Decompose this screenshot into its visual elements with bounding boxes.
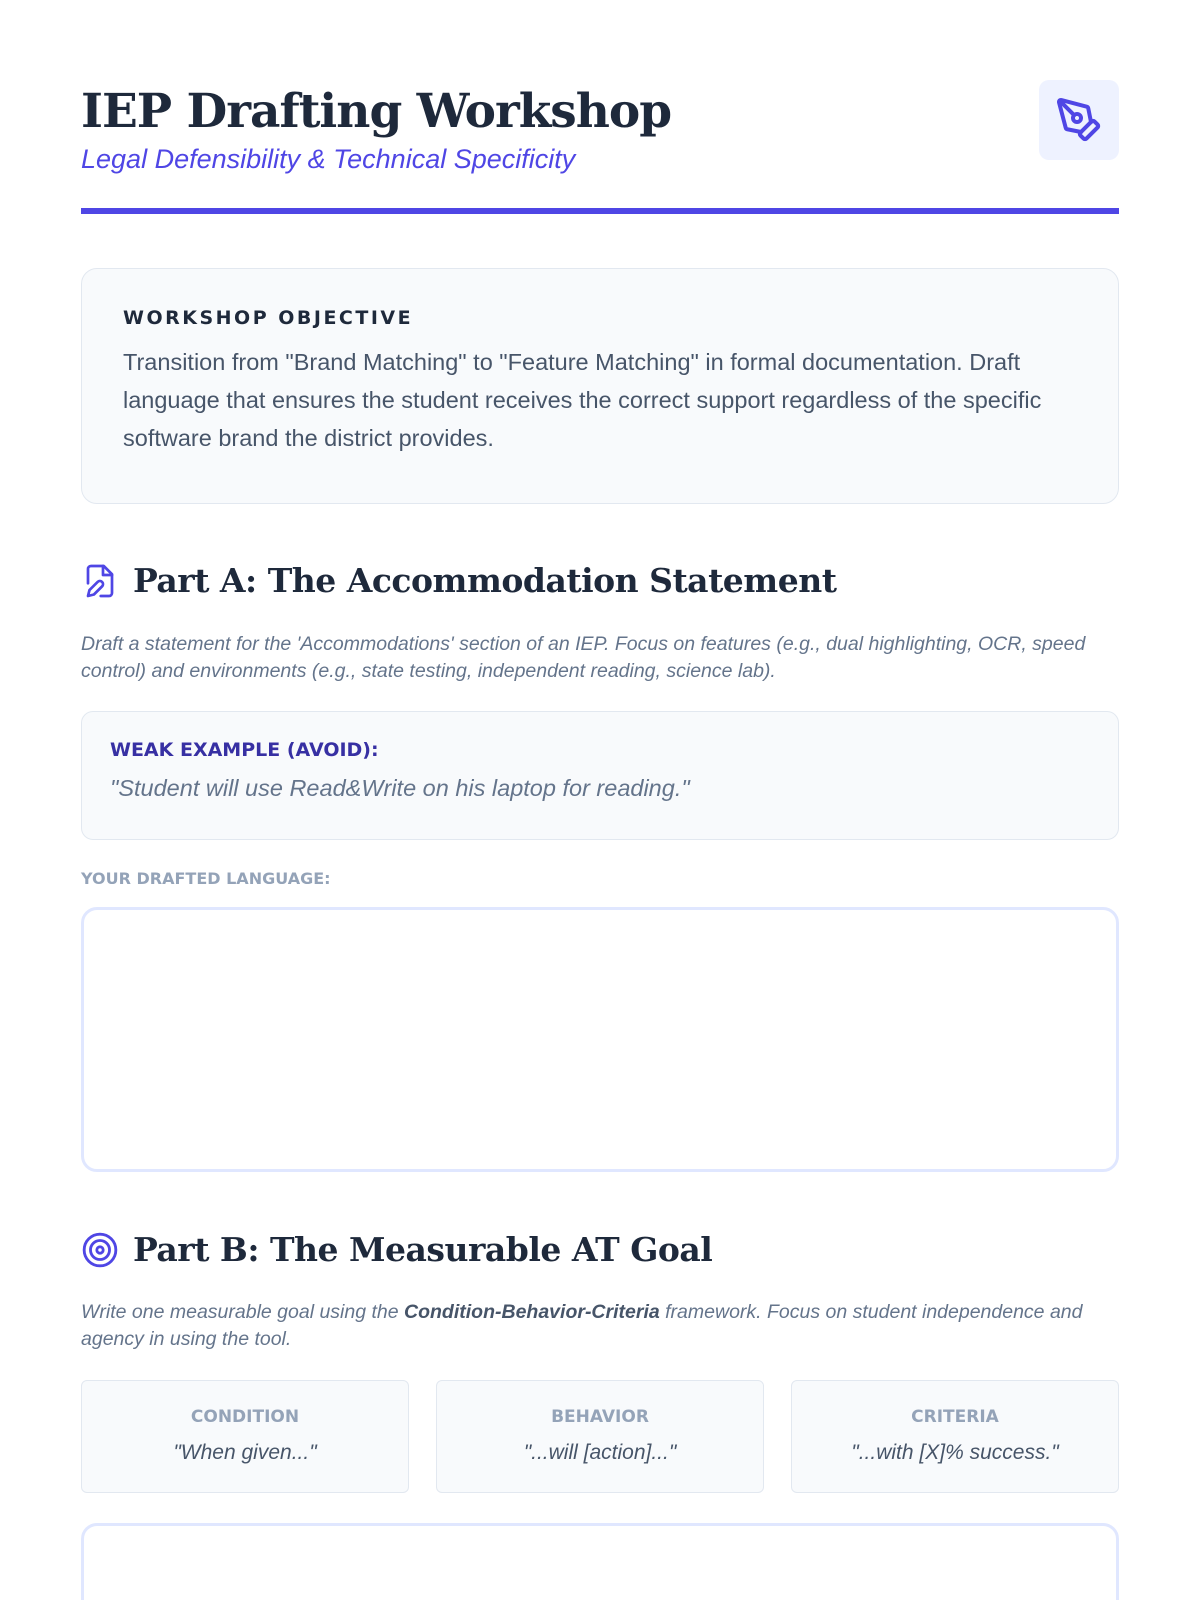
page-subtitle: Legal Defensibility & Technical Specificity <box>81 144 576 174</box>
criteria-card-phrase: "...with [X]% success." <box>851 1441 1059 1464</box>
objective-heading: WORKSHOP OBJECTIVE <box>123 307 414 329</box>
part-b-description <box>81 1299 1119 1353</box>
page-title: IEP Drafting Workshop <box>81 84 672 139</box>
target-icon <box>81 1231 119 1269</box>
weak-example-text: "Student will use Read&Write on his laptop for reading." <box>110 775 690 801</box>
part-a-heading <box>81 561 836 600</box>
pen-tool-icon <box>1055 96 1103 144</box>
part-b-title: Part B: The Measurable AT Goal <box>133 1230 713 1269</box>
file-edit-icon <box>81 562 119 600</box>
part-b-description-bold: Condition-Behavior-Criteria <box>404 1301 660 1323</box>
part-b-heading <box>81 1230 712 1269</box>
weak-example-label: WEAK EXAMPLE (AVOID): <box>110 739 379 761</box>
cbc-framework-cards <box>81 1380 1119 1493</box>
part-b-description-prefix: Write one measurable goal using the <box>81 1301 405 1323</box>
goal-draft-input[interactable] <box>81 1523 1119 1600</box>
accommodation-draft-input[interactable] <box>81 907 1119 1172</box>
page-header <box>81 80 1119 214</box>
criteria-card <box>791 1380 1119 1493</box>
behavior-card-phrase: "...will [action]..." <box>523 1441 677 1464</box>
objective-panel <box>81 268 1119 504</box>
objective-text: Transition from "Brand Matching" to "Feature Matching" in formal documentation. Draft language that ensures the student receives the correct support regardless of the specific software brand the district provides. <box>123 349 1042 451</box>
behavior-card <box>436 1380 764 1493</box>
weak-example-box <box>81 711 1119 840</box>
part-a-description: Draft a statement for the 'Accommodations' section of an IEP. Focus on features (e.g., dual highlighting, OCR, speed control) and environments (e.g., state testing, independent reading, science lab). <box>81 633 1086 682</box>
header-icon-badge <box>1039 80 1119 160</box>
behavior-card-title: BEHAVIOR <box>551 1407 649 1427</box>
condition-card <box>81 1380 409 1493</box>
drafted-language-label: YOUR DRAFTED LANGUAGE: <box>81 869 331 888</box>
condition-card-phrase: "When given..." <box>173 1441 317 1464</box>
part-b-description-suffix: framework. Focus on student independence and agency in using the tool. <box>81 1301 1083 1350</box>
condition-card-title: CONDITION <box>190 1407 300 1427</box>
part-a-title: Part A: The Accommodation Statement <box>133 561 837 600</box>
criteria-card-title: CRITERIA <box>911 1407 999 1427</box>
